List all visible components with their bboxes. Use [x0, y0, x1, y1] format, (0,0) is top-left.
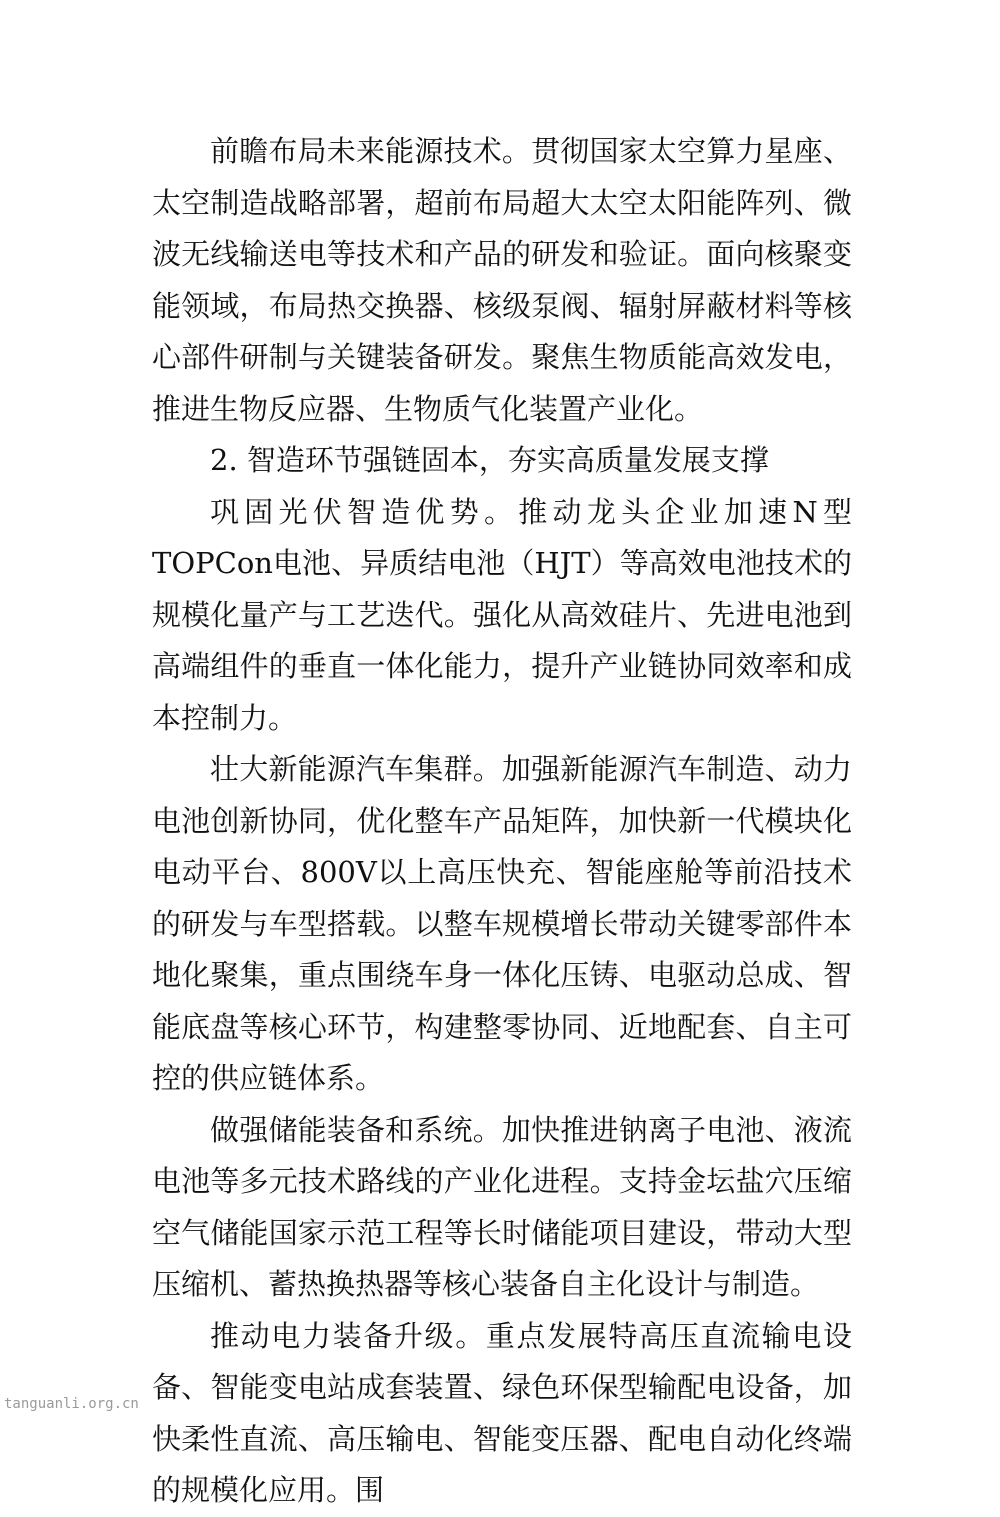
section-heading-intelligent-manufacturing: 2. 智造环节强链固本，夯实高质量发展支撑 — [210, 443, 769, 477]
paragraph-power-equipment: 推动电力装备升级。重点发展特高压直流输电设备、智能变电站成套装置、绿色环保型输配电设备，加快柔性直流、高压输电、智能变压器、配电自动化终端的规模化应用。围 — [152, 1318, 852, 1507]
document-body — [152, 126, 852, 1517]
paragraph-photovoltaic: 巩固光伏智造优势。推动龙头企业加速N型TOPCon电池、异质结电池（HJT）等高效电池技术的规模化量产与工艺迭代。强化从高效硅片、先进电池到高端组件的垂直一体化能力，提升产业链协同效率和成本控制力。 — [152, 494, 852, 735]
paragraph-future-energy-tech: 前瞻布局未来能源技术。贯彻国家太空算力星座、太空制造战略部署，超前布局超大太空太阳能阵列、微波无线输送电等技术和产品的研发和验证。面向核聚变能领域，布局热交换器、核级泵阀、辐射屏蔽材料等核心部件研制与关键装备研发。聚焦生物质能高效发电，推进生物反应器、生物质气化装置产业化。 — [152, 134, 852, 426]
paragraph-new-energy-vehicles: 壮大新能源汽车集群。加强新能源汽车制造、动力电池创新协同，优化整车产品矩阵，加快新一代模块化电动平台、800V以上高压快充、智能座舱等前沿技术的研发与车型搭载。以整车规模增长带动关键零部件本地化聚集，重点围绕车身一体化压铸、电驱动总成、智能底盘等核心环节，构建整零协同、近地配套、自主可控的供应链体系。 — [152, 752, 852, 1095]
paragraph-energy-storage: 做强储能装备和系统。加快推进钠离子电池、液流电池等多元技术路线的产业化进程。支持金坛盐穴压缩空气储能国家示范工程等长时储能项目建设，带动大型压缩机、蓄热换热器等核心装备自主化设计与制造。 — [152, 1112, 852, 1301]
site-watermark: tanguanli.org.cn — [4, 1396, 139, 1412]
